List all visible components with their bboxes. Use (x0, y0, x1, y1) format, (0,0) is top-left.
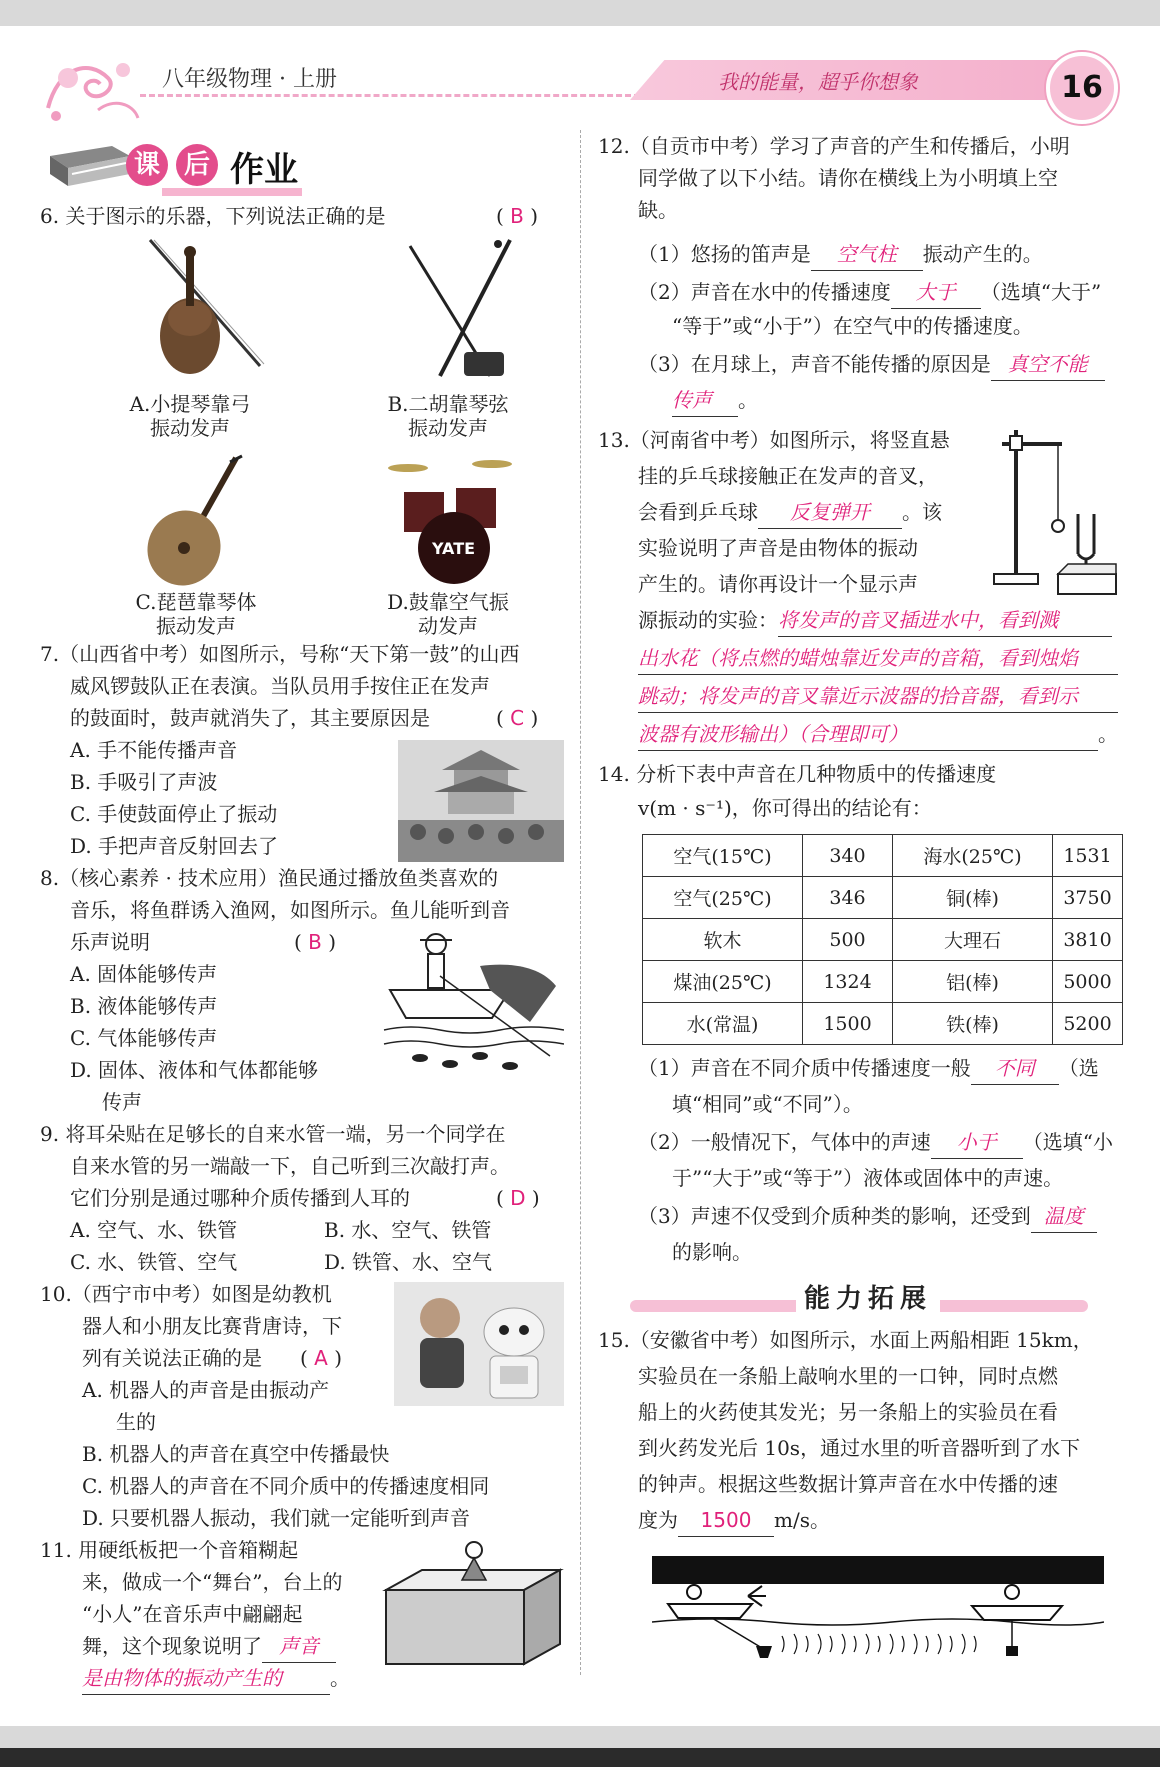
table-cell: 软木 (643, 919, 803, 961)
q10-answer: A (314, 1346, 328, 1370)
table-cell: 346 (803, 877, 893, 919)
q8-line2: 音乐，将鱼群诱入渔网，如图所示。鱼儿能听到音 (70, 898, 510, 922)
q7-line2: 威风锣鼓队正在表演。当队员用手按住正在发声 (70, 674, 490, 698)
q8-answer: B (308, 930, 322, 954)
q7-option-d: D. 手把声音反射回去了 (70, 834, 279, 858)
q13-line3: 会看到乒乓球 反复弹开 。该 (638, 496, 942, 529)
q13-line4: 实验说明了声音是由物体的振动 (638, 536, 918, 560)
table-cell: 1324 (803, 961, 893, 1003)
q10-option-a2: 生的 (116, 1410, 156, 1434)
q7-option-c: C. 手使鼓面停止了振动 (70, 802, 278, 826)
section-bubble-2: 后 (176, 144, 218, 186)
table-cell: 500 (803, 919, 893, 961)
q9-option-d: D. 铁管、水、空气 (324, 1250, 493, 1274)
q11-answer-2: 是由物体的振动产生的 (82, 1662, 330, 1695)
q11-line2: 来，做成一个“舞台”，台上的 (82, 1570, 343, 1594)
q13-answer-2a: 将发声的音叉插进水中，看到溅 (778, 604, 1112, 637)
q12-sub1: （1）悠扬的笛声是 空气柱 振动产生的。 (638, 238, 1043, 271)
q6-option-a: A.小提琴靠弓 振动发声 (129, 392, 251, 440)
q11-line1: 11. 用硬纸板把一个音箱糊起 (40, 1538, 299, 1562)
q8-line1: 8.（核心素养 · 技术应用）渔民通过播放鱼类喜欢的 (40, 866, 499, 890)
q13-answer-1: 反复弹开 (758, 496, 902, 529)
header-divider (140, 94, 640, 97)
q12-sub2-line2: “等于”或“小于”）在空气中的传播速度。 (672, 314, 1033, 338)
drum-logo: YATE (432, 539, 476, 558)
table-row (643, 835, 1123, 877)
q10-line3: 列有关说法正确的是 (82, 1346, 262, 1370)
q12-answer-1: 空气柱 (811, 238, 923, 271)
q10-option-a1: A. 机器人的声音是由振动产 (82, 1378, 330, 1402)
table-cell: 3810 (1053, 919, 1123, 961)
q13-line8 (638, 680, 1118, 713)
q9-answer: D (510, 1186, 526, 1210)
q12-answer-3b: 传声 (672, 384, 738, 417)
q12-line1: 12.（自贡市中考）学习了声音的产生和传播后，小明 (598, 134, 1070, 158)
table-cell: 水(常温) (643, 1003, 803, 1045)
q15-line2: 实验员在一条船上敲响水里的一口钟，同时点燃 (638, 1364, 1058, 1388)
q13-line7 (638, 642, 1118, 675)
drum-kit-icon (384, 452, 514, 587)
q14-answer-2: 小于 (931, 1126, 1023, 1159)
q9-option-a: A. 空气、水、铁管 (70, 1218, 238, 1242)
table-row (643, 1003, 1123, 1045)
q13-line9: 波器有波形输出）（合理即可） 。 (638, 718, 1118, 751)
table-cell: 煤油(25℃) (643, 961, 803, 1003)
q13-line5: 产生的。请你再设计一个显示声 (638, 572, 918, 596)
q12-line3: 缺。 (638, 198, 678, 222)
q8-option-d1: D. 固体、液体和气体都能够 (70, 1058, 319, 1082)
q13-answer-2c: 跳动；将发声的音叉靠近示波器的拾音器，看到示 (638, 680, 1118, 713)
table-row (643, 877, 1123, 919)
table-cell: 5000 (1053, 961, 1123, 1003)
q7-line1: 7.（山西省中考）如图所示，号称“天下第一鼓”的山西 (40, 642, 520, 666)
ability-section-title (630, 1278, 1088, 1318)
q14-sub2-line2: 于”“大于”或“等于”）液体或固体中的声速。 (672, 1166, 1064, 1190)
q8-option-b: B. 液体能够传声 (70, 994, 218, 1018)
q13-answer-2b: 出水花（将点燃的蜡烛靠近发声的音箱，看到烛焰 (638, 642, 1118, 675)
robot-child-photo (394, 1282, 564, 1406)
q15-line3: 船上的火药使其发光；另一条船上的实验员在看 (638, 1400, 1058, 1424)
q9-option-b: B. 水、空气、铁管 (324, 1218, 492, 1242)
q6-option-d: D.鼓靠空气振 动发声 (387, 590, 509, 638)
paper-stage-icon (382, 1540, 564, 1666)
page-number: 16 (1046, 52, 1118, 124)
section-bubble-1: 课 (126, 144, 168, 186)
section-title (42, 130, 312, 196)
q6-option-c: C.琵琶靠琴体 振动发声 (135, 590, 257, 638)
q12-answer-2: 大于 (891, 276, 981, 309)
q14-sub3: （3）声速不仅受到介质种类的影响，还受到 温度 (638, 1200, 1097, 1233)
table-cell: 1500 (803, 1003, 893, 1045)
table-cell: 340 (803, 835, 893, 877)
table-row (643, 961, 1123, 1003)
q13-line6: 源振动的实验：将发声的音叉插进水中，看到溅 (638, 604, 1112, 637)
q9-line1: 9. 将耳朵贴在足够长的自来水管一端，另一个同学在 (40, 1122, 506, 1146)
q11-line4: 舞，这个现象说明了 声音 (82, 1630, 336, 1663)
q6-answer-paren: ( B ) (496, 204, 539, 228)
ability-title-text: 能力拓展 (796, 1278, 940, 1315)
table-cell: 铜(棒) (893, 877, 1053, 919)
q7-answer-paren: ( C ) (496, 706, 539, 730)
q7-line3: 的鼓面时，鼓声就消失了，其主要原因是 (70, 706, 430, 730)
q10-line1: 10.（西宁市中考）如图是幼教机 (40, 1282, 332, 1306)
q10-option-c: C. 机器人的声音在不同介质中的传播速度相同 (82, 1474, 490, 1498)
q8-line3: 乐声说明 (70, 930, 150, 954)
q14-line2: v(m · s⁻¹)，你可得出的结论有： (638, 796, 932, 820)
q7-option-a: A. 手不能传播声音 (70, 738, 238, 762)
fishing-boat-icon (380, 926, 564, 1076)
drum-troupe-photo (398, 740, 564, 862)
q12-sub3: （3）在月球上，声音不能传播的原因是 真空不能 (638, 348, 1105, 381)
flourish-icon (38, 48, 148, 128)
books-icon (42, 146, 134, 190)
q15-line5: 的钟声。根据这些数据计算声音在水中传播的速 (638, 1472, 1058, 1496)
q9-line3: 它们分别是通过哪种介质传播到人耳的 (70, 1186, 410, 1210)
q11-line3: “小人”在音乐声中翩翩起 (82, 1602, 303, 1626)
q12-line2: 同学做了以下小结。请你在横线上为小明填上空 (638, 166, 1058, 190)
q11-line5: 是由物体的振动产生的 。 (82, 1662, 350, 1695)
table-cell: 空气(15℃) (643, 835, 803, 877)
erhu-icon (390, 236, 530, 386)
q13-line1: 13.（河南省中考）如图所示，将竖直悬 (598, 428, 950, 452)
violin-icon (110, 236, 270, 386)
q7-option-b: B. 手吸引了声波 (70, 770, 218, 794)
q14-line1: 14. 分析下表中声音在几种物质中的传播速度 (598, 762, 997, 786)
q12-answer-3a: 真空不能 (991, 348, 1105, 381)
q9-option-c: C. 水、铁管、空气 (70, 1250, 238, 1274)
q14-answer-1: 不同 (971, 1052, 1059, 1085)
q6-option-b: B.二胡靠琴弦 振动发声 (387, 392, 509, 440)
pipa-icon (136, 452, 256, 592)
q15-line4: 到火药发光后 10s，通过水里的听音器听到了水下 (638, 1436, 1081, 1460)
q15-line6: 度为 1500 m/s。 (638, 1504, 830, 1537)
column-divider (580, 130, 581, 1675)
speed-table (642, 834, 1123, 1045)
q9-answer-paren: ( D ) (496, 1186, 540, 1210)
table-cell: 5200 (1053, 1003, 1123, 1045)
q8-option-d2: 传声 (102, 1090, 142, 1114)
table-cell: 铁(棒) (893, 1003, 1053, 1045)
q10-line2: 器人和小朋友比赛背唐诗，下 (82, 1314, 342, 1338)
table-row (643, 919, 1123, 961)
q9-line2: 自来水管的另一端敲一下，自己听到三次敲打声。 (70, 1154, 510, 1178)
table-cell: 铝(棒) (893, 961, 1053, 1003)
two-boats-experiment-icon (652, 1556, 1104, 1666)
q10-option-b: B. 机器人的声音在真空中传播最快 (82, 1442, 390, 1466)
q6-answer: B (510, 204, 524, 228)
q14-answer-3: 温度 (1031, 1200, 1097, 1233)
q13-line2: 挂的乒乓球接触正在发声的音叉， (638, 464, 938, 488)
q8-answer-paren: ( B ) (294, 930, 337, 954)
q8-option-a: A. 固体能够传声 (70, 962, 218, 986)
q11-answer-1: 声音 (262, 1630, 336, 1663)
q14-sub1: （1）声音在不同介质中传播速度一般 不同 （选 (638, 1052, 1099, 1085)
tuning-fork-apparatus-icon (992, 424, 1122, 602)
q14-sub3-line2: 的影响。 (672, 1240, 752, 1264)
q15-answer: 1500 (678, 1504, 774, 1537)
q10-answer-paren: ( A ) (300, 1346, 343, 1370)
q15-line1: 15.（安徽省中考）如图所示，水面上两船相距 15km， (598, 1328, 1093, 1352)
table-cell: 海水(25℃) (893, 835, 1053, 877)
table-cell: 大理石 (893, 919, 1053, 961)
q12-sub2: （2）声音在水中的传播速度 大于 （选填“大于” (638, 276, 1101, 309)
header-slogan: 我的能量，超乎你想象 (718, 70, 918, 94)
q13-answer-2d: 波器有波形输出）（合理即可） (638, 718, 1098, 751)
q12-sub3-line2: 传声 。 (672, 384, 758, 417)
q6-stem: 6. 关于图示的乐器，下列说法正确的是 (40, 204, 386, 228)
q14-sub1-line2: 填“相同”或“不同”）。 (672, 1092, 863, 1116)
book-title: 八年级物理 · 上册 (162, 67, 337, 92)
q8-option-c: C. 气体能够传声 (70, 1026, 218, 1050)
q10-option-d: D. 只要机器人振动，我们就一定能听到声音 (82, 1506, 471, 1530)
bottom-bar (0, 1748, 1160, 1767)
q7-answer: C (510, 706, 525, 730)
section-title-text: 作业 (230, 150, 298, 190)
table-cell: 1531 (1053, 835, 1123, 877)
table-cell: 3750 (1053, 877, 1123, 919)
q14-sub2: （2）一般情况下，气体中的声速 小于 （选填“小 (638, 1126, 1113, 1159)
table-cell: 空气(25℃) (643, 877, 803, 919)
